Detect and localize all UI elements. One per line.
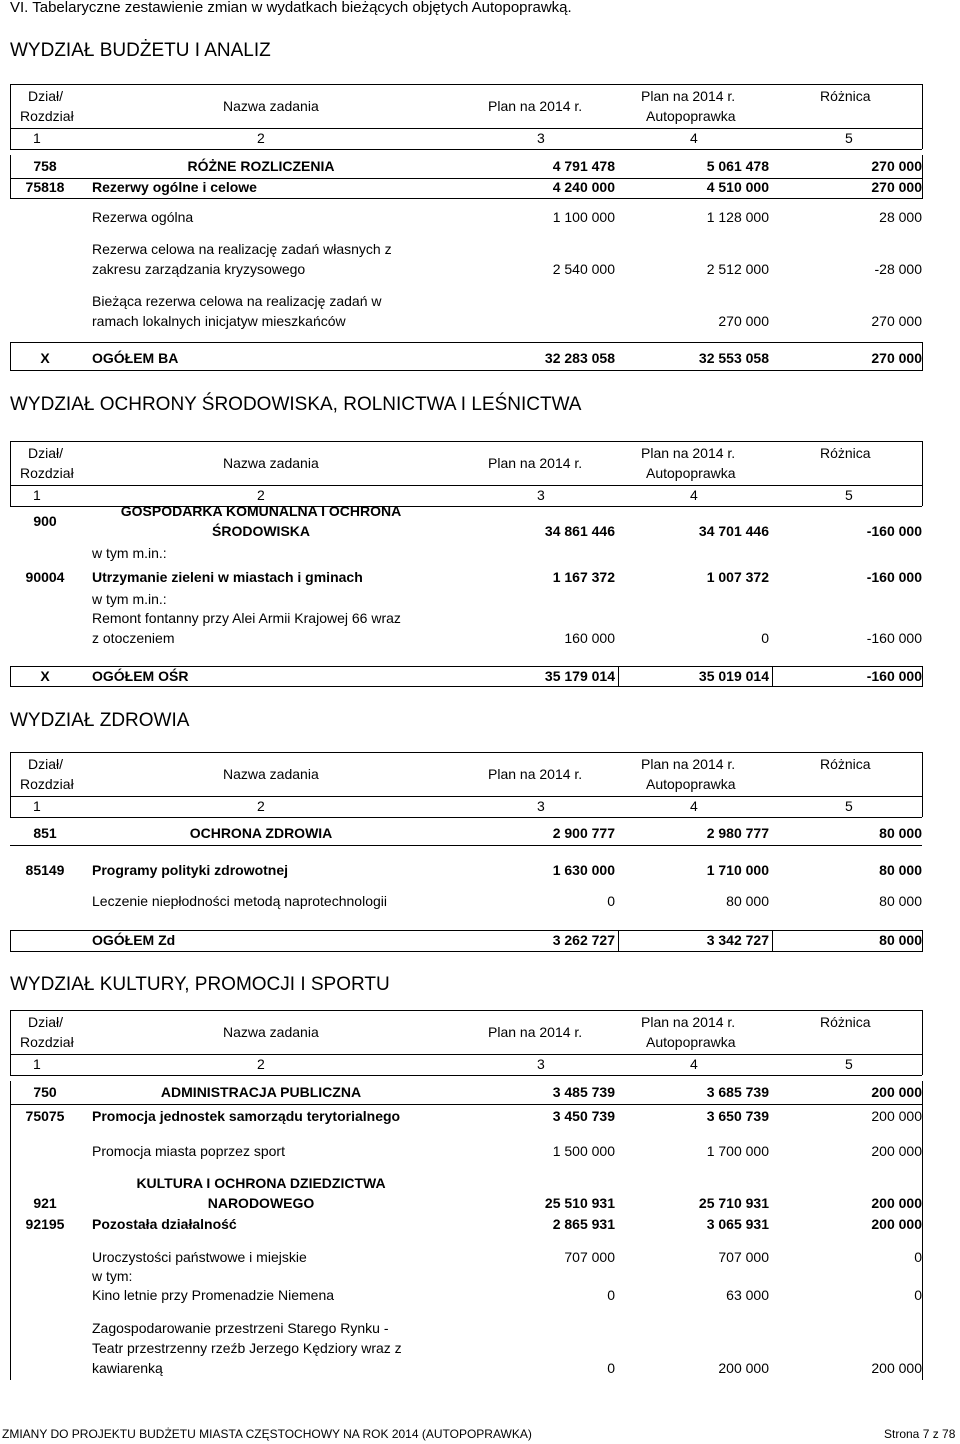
- header-num: 4: [690, 1056, 698, 1072]
- header-dzial: Dział/: [28, 1014, 64, 1030]
- row-code: X: [40, 668, 50, 684]
- row-name: Teatr przestrzenny rzeźb Jerzego Kędziory wraz z: [92, 1340, 402, 1356]
- header-num: 1: [33, 130, 41, 146]
- row-code: 750: [33, 1084, 57, 1100]
- row-autopoprawka-value: 200 000: [718, 1360, 769, 1376]
- row-autopoprawka-value: 32 553 058: [698, 350, 769, 366]
- row-autopoprawka-value: 5 061 478: [706, 158, 769, 174]
- header-num: 3: [537, 1056, 545, 1072]
- header-num: 2: [257, 798, 265, 814]
- row-difference-value: 80 000: [879, 932, 922, 948]
- header-num: 2: [257, 487, 265, 503]
- row-plan-value: 4 240 000: [552, 179, 615, 195]
- header-rozdzial: Rozdział: [20, 1034, 74, 1050]
- row-autopoprawka-value: 2 512 000: [706, 261, 769, 277]
- row-name: Uroczystości państwowe i miejskie: [92, 1249, 307, 1265]
- row-name: Leczenie niepłodności metodą naprotechnologii: [92, 893, 387, 909]
- row-autopoprawka-value: 35 019 014: [698, 668, 769, 684]
- row-plan-value: 0: [607, 1360, 615, 1376]
- row-autopoprawka-value: 3 342 727: [706, 932, 769, 948]
- rule-line: [10, 1075, 922, 1076]
- row-autopoprawka-value: 2 980 777: [706, 825, 769, 841]
- rule-line: [10, 149, 922, 150]
- header-autopoprawka: Autopoprawka: [646, 465, 736, 481]
- row-name: OGÓŁEM Zd: [92, 932, 176, 948]
- header-plan-auto: Plan na 2014 r.: [641, 88, 736, 104]
- row-difference-value: 200 000: [871, 1216, 922, 1232]
- row-name: Remont fontanny przy Alei Armii Krajowej 66 wraz: [92, 610, 401, 626]
- row-plan-value: 0: [607, 893, 615, 909]
- row-code: 851: [33, 825, 57, 841]
- column-rule: [922, 84, 923, 149]
- column-rule: [10, 441, 11, 506]
- row-name: RÓŻNE ROZLICZENIA: [187, 158, 335, 174]
- header-nazwa: Nazwa zadania: [223, 455, 319, 471]
- row-name: kawiarenką: [92, 1360, 163, 1376]
- rule-line: [10, 817, 922, 818]
- row-difference-value: 28 000: [879, 209, 922, 225]
- rule-line: [10, 1054, 922, 1055]
- row-name: Kino letnie przy Promenadzie Niemena: [92, 1287, 335, 1303]
- header-num: 5: [845, 487, 853, 503]
- row-name: z otoczeniem: [92, 630, 175, 646]
- rule-line: [10, 1104, 922, 1105]
- header-autopoprawka: Autopoprawka: [646, 108, 736, 124]
- row-name: ADMINISTRACJA PUBLICZNA: [160, 1084, 362, 1100]
- row-autopoprawka-value: 1 700 000: [706, 1143, 769, 1159]
- row-name: w tym:: [92, 1268, 133, 1284]
- header-rozdzial: Rozdział: [20, 776, 74, 792]
- header-autopoprawka: Autopoprawka: [646, 776, 736, 792]
- column-rule: [10, 666, 11, 687]
- header-plan-auto: Plan na 2014 r.: [641, 756, 736, 772]
- header-plan-auto: Plan na 2014 r.: [641, 1014, 736, 1030]
- rule-line: [10, 485, 922, 486]
- row-plan-value: 1 167 372: [552, 569, 615, 585]
- footer-right: Strona 7 z 78: [884, 1427, 956, 1441]
- row-name: Promocja jednostek samorządu terytorialnego: [92, 1108, 401, 1124]
- header-plan: Plan na 2014 r.: [488, 455, 583, 471]
- row-plan-value: 1 100 000: [552, 209, 615, 225]
- rule-line: [10, 198, 922, 199]
- header-num: 5: [845, 130, 853, 146]
- row-autopoprawka-value: 707 000: [718, 1249, 769, 1265]
- column-rule: [772, 666, 773, 687]
- row-name: Utrzymanie zieleni w miastach i gminach: [92, 569, 363, 585]
- rule-line: [10, 686, 922, 687]
- rule-line: [10, 128, 922, 129]
- row-autopoprawka-value: 1 128 000: [706, 209, 769, 225]
- header-num: 1: [33, 487, 41, 503]
- header-num: 3: [537, 487, 545, 503]
- row-plan-value: 0: [607, 1287, 615, 1303]
- row-code: X: [40, 350, 50, 366]
- row-difference-value: 80 000: [879, 825, 922, 841]
- row-name: w tym m.in.:: [92, 545, 167, 561]
- row-plan-value: 1 500 000: [552, 1143, 615, 1159]
- row-difference-value: 200 000: [871, 1195, 922, 1211]
- row-name: Promocja miasta poprzez sport: [92, 1143, 285, 1159]
- row-autopoprawka-value: 3 685 739: [706, 1084, 769, 1100]
- row-code: 75075: [25, 1108, 65, 1124]
- header-roznica: Różnica: [820, 88, 871, 104]
- row-name: zakresu zarządzania kryzysowego: [92, 261, 306, 277]
- row-difference-value: 200 000: [871, 1143, 922, 1159]
- row-code: 921: [33, 1195, 57, 1211]
- column-rule: [10, 1081, 11, 1380]
- rule-line: [10, 342, 922, 343]
- row-difference-value: 270 000: [871, 350, 922, 366]
- row-plan-value: 4 791 478: [552, 158, 615, 174]
- header-plan: Plan na 2014 r.: [488, 98, 583, 114]
- row-autopoprawka-value: 34 701 446: [698, 523, 769, 539]
- row-difference-value: -160 000: [866, 523, 922, 539]
- column-rule: [772, 930, 773, 952]
- header-num: 4: [690, 798, 698, 814]
- row-autopoprawka-value: 3 065 931: [706, 1216, 769, 1232]
- header-num: 5: [845, 798, 853, 814]
- rule-line: [10, 796, 922, 797]
- header-nazwa: Nazwa zadania: [223, 1024, 319, 1040]
- rule-line: [10, 752, 922, 753]
- row-plan-value: 707 000: [564, 1249, 615, 1265]
- row-name: Rezerwa celowa na realizację zadań własnych z: [92, 241, 392, 257]
- row-code: 90004: [25, 569, 65, 585]
- row-plan-value: 3 262 727: [552, 932, 615, 948]
- header-rozdzial: Rozdział: [20, 465, 74, 481]
- rule-line: [10, 1010, 922, 1011]
- column-rule: [922, 930, 923, 952]
- row-autopoprawka-value: 0: [761, 630, 769, 646]
- row-name: OGÓŁEM BA: [92, 350, 179, 366]
- row-name: OCHRONA ZDROWIA: [189, 825, 333, 841]
- header-nazwa: Nazwa zadania: [223, 98, 319, 114]
- row-plan-value: 3 450 739: [552, 1108, 615, 1124]
- row-difference-value: 200 000: [871, 1360, 922, 1376]
- row-autopoprawka-value: 4 510 000: [706, 179, 769, 195]
- header-num: 2: [257, 1056, 265, 1072]
- row-code: 92195: [25, 1216, 65, 1232]
- row-name: ramach lokalnych inicjatyw mieszkańców: [92, 313, 346, 329]
- row-name: w tym m.in.:: [92, 591, 167, 607]
- column-rule: [10, 84, 11, 149]
- rule-line: [10, 441, 922, 442]
- row-autopoprawka-value: 1 710 000: [706, 862, 769, 878]
- row-plan-value: 25 510 931: [544, 1195, 615, 1211]
- section-title: WYDZIAŁ KULTURY, PROMOCJI I SPORTU: [10, 974, 390, 995]
- header-roznica: Różnica: [820, 1014, 871, 1030]
- row-plan-value: 34 861 446: [544, 523, 615, 539]
- header-num: 2: [257, 130, 265, 146]
- row-plan-value: 2 865 931: [552, 1216, 615, 1232]
- row-name: Rezerwa ogólna: [92, 209, 194, 225]
- column-rule: [922, 155, 923, 199]
- row-plan-value: 2 900 777: [552, 825, 615, 841]
- row-name: NARODOWEGO: [207, 1195, 315, 1211]
- column-rule: [922, 342, 923, 371]
- header-rozdzial: Rozdział: [20, 108, 74, 124]
- row-autopoprawka-value: 270 000: [718, 313, 769, 329]
- row-code: 85149: [25, 862, 65, 878]
- row-plan-value: 160 000: [564, 630, 615, 646]
- row-name: Rezerwy ogólne i celowe: [92, 179, 257, 195]
- row-difference-value: -28 000: [874, 261, 922, 277]
- column-rule: [922, 1010, 923, 1075]
- row-name: Pozostała działalność: [92, 1216, 237, 1232]
- section-title: WYDZIAŁ OCHRONY ŚRODOWISKA, ROLNICTWA I LEŚNICTWA: [10, 394, 582, 415]
- rule-line: [10, 845, 922, 846]
- header-plan: Plan na 2014 r.: [488, 766, 583, 782]
- row-autopoprawka-value: 80 000: [726, 893, 769, 909]
- row-difference-value: 270 000: [871, 158, 922, 174]
- section-title: WYDZIAŁ ZDROWIA: [10, 710, 190, 731]
- header-plan-auto: Plan na 2014 r.: [641, 445, 736, 461]
- page-title: VI. Tabelaryczne zestawienie zmian w wydatkach bieżących objętych Autopoprawką.: [10, 0, 572, 16]
- header-autopoprawka: Autopoprawka: [646, 1034, 736, 1050]
- row-name: ŚRODOWISKA: [212, 523, 310, 539]
- row-name: OGÓŁEM OŚR: [92, 668, 189, 684]
- rule-line: [10, 84, 922, 85]
- column-rule: [10, 752, 11, 817]
- row-autopoprawka-value: 63 000: [726, 1287, 769, 1303]
- row-name: Programy polityki zdrowotnej: [92, 862, 289, 878]
- column-rule: [10, 1010, 11, 1075]
- row-code: 75818: [25, 179, 65, 195]
- row-name: KULTURA I OCHRONA DZIEDZICTWA: [136, 1175, 386, 1191]
- row-plan-value: 1 630 000: [552, 862, 615, 878]
- row-difference-value: 0: [914, 1249, 922, 1265]
- row-autopoprawka-value: 3 650 739: [706, 1108, 769, 1124]
- column-rule: [922, 752, 923, 817]
- row-plan-value: 35 179 014: [544, 668, 615, 684]
- rule-line: [10, 951, 922, 952]
- column-rule: [922, 1081, 923, 1380]
- row-name: Zagospodarowanie przestrzeni Starego Rynku -: [92, 1320, 389, 1336]
- header-num: 1: [33, 798, 41, 814]
- row-difference-value: 80 000: [879, 893, 922, 909]
- column-rule: [10, 155, 11, 199]
- row-code: 758: [33, 158, 57, 174]
- row-difference-value: -160 000: [866, 668, 922, 684]
- header-num: 3: [537, 798, 545, 814]
- rule-line: [10, 666, 922, 667]
- row-plan-value: 2 540 000: [552, 261, 615, 277]
- header-num: 3: [537, 130, 545, 146]
- rule-line: [10, 370, 922, 371]
- header-dzial: Dział/: [28, 88, 64, 104]
- header-plan: Plan na 2014 r.: [488, 1024, 583, 1040]
- column-rule: [922, 666, 923, 687]
- row-autopoprawka-value: 25 710 931: [698, 1195, 769, 1211]
- row-difference-value: 200 000: [871, 1084, 922, 1100]
- header-dzial: Dział/: [28, 756, 64, 772]
- section-title: WYDZIAŁ BUDŻETU I ANALIZ: [10, 40, 271, 61]
- row-plan-value: 3 485 739: [552, 1084, 615, 1100]
- column-rule: [10, 342, 11, 371]
- header-num: 1: [33, 1056, 41, 1072]
- row-difference-value: 270 000: [871, 179, 922, 195]
- header-num: 4: [690, 130, 698, 146]
- row-difference-value: 200 000: [871, 1108, 922, 1124]
- row-difference-value: 0: [914, 1287, 922, 1303]
- header-nazwa: Nazwa zadania: [223, 766, 319, 782]
- row-code: 900: [33, 513, 57, 529]
- row-name: GOSPODARKA KOMUNALNA I OCHRONA: [120, 503, 402, 519]
- header-roznica: Różnica: [820, 756, 871, 772]
- column-rule: [922, 441, 923, 506]
- row-difference-value: -160 000: [866, 630, 922, 646]
- header-roznica: Różnica: [820, 445, 871, 461]
- row-difference-value: 270 000: [871, 313, 922, 329]
- column-rule: [618, 666, 619, 687]
- column-rule: [618, 930, 619, 952]
- row-plan-value: 32 283 058: [544, 350, 615, 366]
- row-name: Bieżąca rezerwa celowa na realizację zadań w: [92, 293, 382, 309]
- row-difference-value: -160 000: [866, 569, 922, 585]
- footer-left: ZMIANY DO PROJEKTU BUDŻETU MIASTA CZĘSTOCHOWY NA ROK 2014 (AUTOPOPRAWKA): [2, 1427, 532, 1441]
- row-autopoprawka-value: 1 007 372: [706, 569, 769, 585]
- column-rule: [10, 930, 11, 952]
- row-difference-value: 80 000: [879, 862, 922, 878]
- header-dzial: Dział/: [28, 445, 64, 461]
- header-num: 5: [845, 1056, 853, 1072]
- header-num: 4: [690, 487, 698, 503]
- rule-line: [10, 930, 922, 931]
